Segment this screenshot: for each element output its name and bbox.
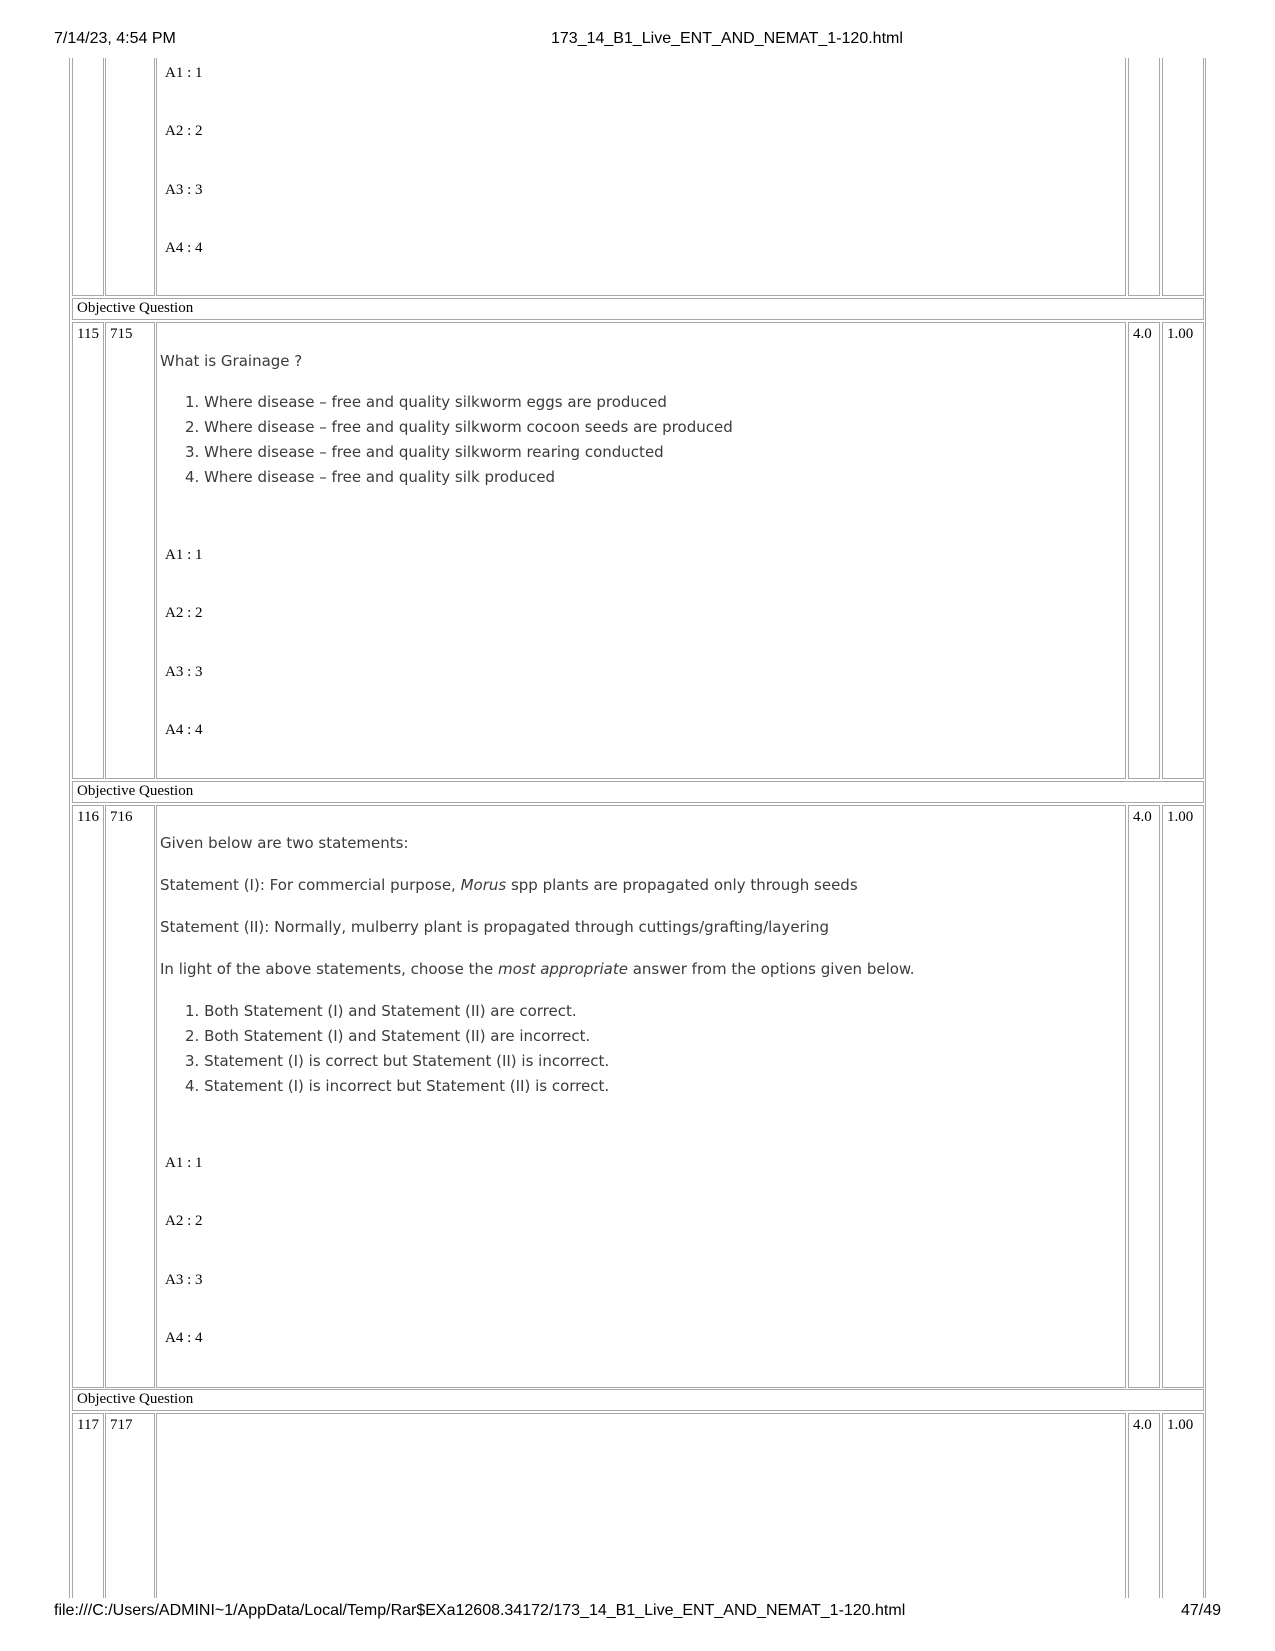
q115-choice-1: 1. Where disease – free and quality silkworm eggs are produced — [185, 393, 667, 411]
q116-sno-cell — [72, 805, 104, 1388]
q116-marks-cell — [1128, 805, 1160, 1388]
q116-qid-cell — [105, 805, 155, 1388]
q116-instruction — [160, 960, 915, 978]
q116-neg-cell — [1162, 805, 1204, 1388]
q115-marks: 4.0 — [1133, 326, 1152, 342]
q116-choice-4: 4. Statement (I) is incorrect but Statement (II) is correct. — [185, 1077, 610, 1095]
prev-neg-cell — [1162, 58, 1204, 296]
prev-option-a2: A2 : 2 — [165, 123, 203, 139]
q117-question-cell — [156, 1413, 1126, 1598]
q116-option-a1: A1 : 1 — [165, 1155, 203, 1171]
q116-statement-2: Statement (II): Normally, mulberry plant is propagated through cuttings/grafting/layering — [160, 918, 829, 936]
q115-sno-cell — [72, 322, 104, 779]
q117-marks: 4.0 — [1133, 1417, 1152, 1433]
q115-choice-3: 3. Where disease – free and quality silkworm rearing conducted — [185, 443, 664, 461]
q115-option-a1: A1 : 1 — [165, 547, 203, 563]
prev-marks-cell — [1128, 58, 1160, 296]
q116-statement-1 — [160, 876, 858, 894]
print-datetime: 7/14/23, 4:54 PM — [54, 30, 176, 47]
q116-statement-1-post: spp plants are propagated only through seeds — [506, 876, 858, 894]
q117-qid: 717 — [110, 1417, 133, 1433]
q117-neg-cell — [1162, 1413, 1204, 1598]
q116-choice-3: 3. Statement (I) is correct but Statement (II) is incorrect. — [185, 1052, 610, 1070]
q115-option-a4: A4 : 4 — [165, 722, 203, 738]
q115-question-text: What is Grainage ? — [160, 352, 303, 370]
q116-statement-1-pre: Statement (I): For commercial purpose, — [160, 876, 461, 894]
q115-option-a3: A3 : 3 — [165, 664, 203, 680]
q116-instruction-pre: In light of the above statements, choose the — [160, 960, 498, 978]
section-label-text: Objective Question — [77, 783, 194, 799]
q116-option-a2: A2 : 2 — [165, 1213, 203, 1229]
q117-qid-cell — [105, 1413, 155, 1598]
q116-choice-2: 2. Both Statement (I) and Statement (II) are incorrect. — [185, 1027, 591, 1045]
q116-neg: 1.00 — [1167, 809, 1194, 825]
prev-option-a3: A3 : 3 — [165, 182, 203, 198]
q116-marks: 4.0 — [1133, 809, 1152, 825]
q116-sno: 116 — [77, 809, 99, 825]
q117-marks-cell — [1128, 1413, 1160, 1598]
q116-choice-1: 1. Both Statement (I) and Statement (II) are correct. — [185, 1002, 577, 1020]
q115-sno: 115 — [77, 326, 99, 342]
q115-question-cell — [156, 322, 1126, 779]
q116-option-a4: A4 : 4 — [165, 1330, 203, 1346]
q117-neg: 1.00 — [1167, 1417, 1194, 1433]
section-label-text: Objective Question — [77, 1391, 194, 1407]
q115-neg-cell — [1162, 322, 1204, 779]
q115-qid-cell — [105, 322, 155, 779]
prev-option-a1: A1 : 1 — [165, 65, 203, 81]
q116-intro: Given below are two statements: — [160, 834, 409, 852]
q116-option-a3: A3 : 3 — [165, 1272, 203, 1288]
q117-sno-cell — [72, 1413, 104, 1598]
print-page-number: 47/49 — [1181, 1602, 1222, 1619]
q115-qid: 715 — [110, 326, 133, 342]
print-file-path: file:///C:/Users/ADMINI~1/AppData/Local/Temp/Rar$EXa12608.34172/173_14_B1_Live_ENT_AND_NEMAT_1-120.html — [54, 1602, 906, 1619]
q115-choice-4: 4. Where disease – free and quality silk produced — [185, 468, 556, 486]
prev-question-cell — [156, 58, 1126, 296]
q115-option-a2: A2 : 2 — [165, 605, 203, 621]
q115-neg: 1.00 — [1167, 326, 1194, 342]
q116-statement-1-italic: Morus — [460, 876, 507, 894]
section-label-text: Objective Question — [77, 300, 194, 316]
q116-qid: 716 — [110, 809, 133, 825]
q117-sno: 117 — [77, 1417, 99, 1433]
section-label-116 — [72, 781, 1204, 803]
prev-qid-cell — [105, 58, 155, 296]
print-filename: 173_14_B1_Live_ENT_AND_NEMAT_1-120.html — [551, 30, 903, 47]
q116-instruction-post: answer from the options given below. — [627, 960, 915, 978]
prev-sno-cell — [72, 58, 104, 296]
q115-marks-cell — [1128, 322, 1160, 779]
q116-instruction-italic: most appropriate — [497, 960, 628, 978]
section-label-117 — [72, 1389, 1204, 1411]
q115-choice-2: 2. Where disease – free and quality silkworm cocoon seeds are produced — [185, 418, 733, 436]
section-label-115 — [72, 298, 1204, 320]
prev-option-a4: A4 : 4 — [165, 240, 203, 256]
